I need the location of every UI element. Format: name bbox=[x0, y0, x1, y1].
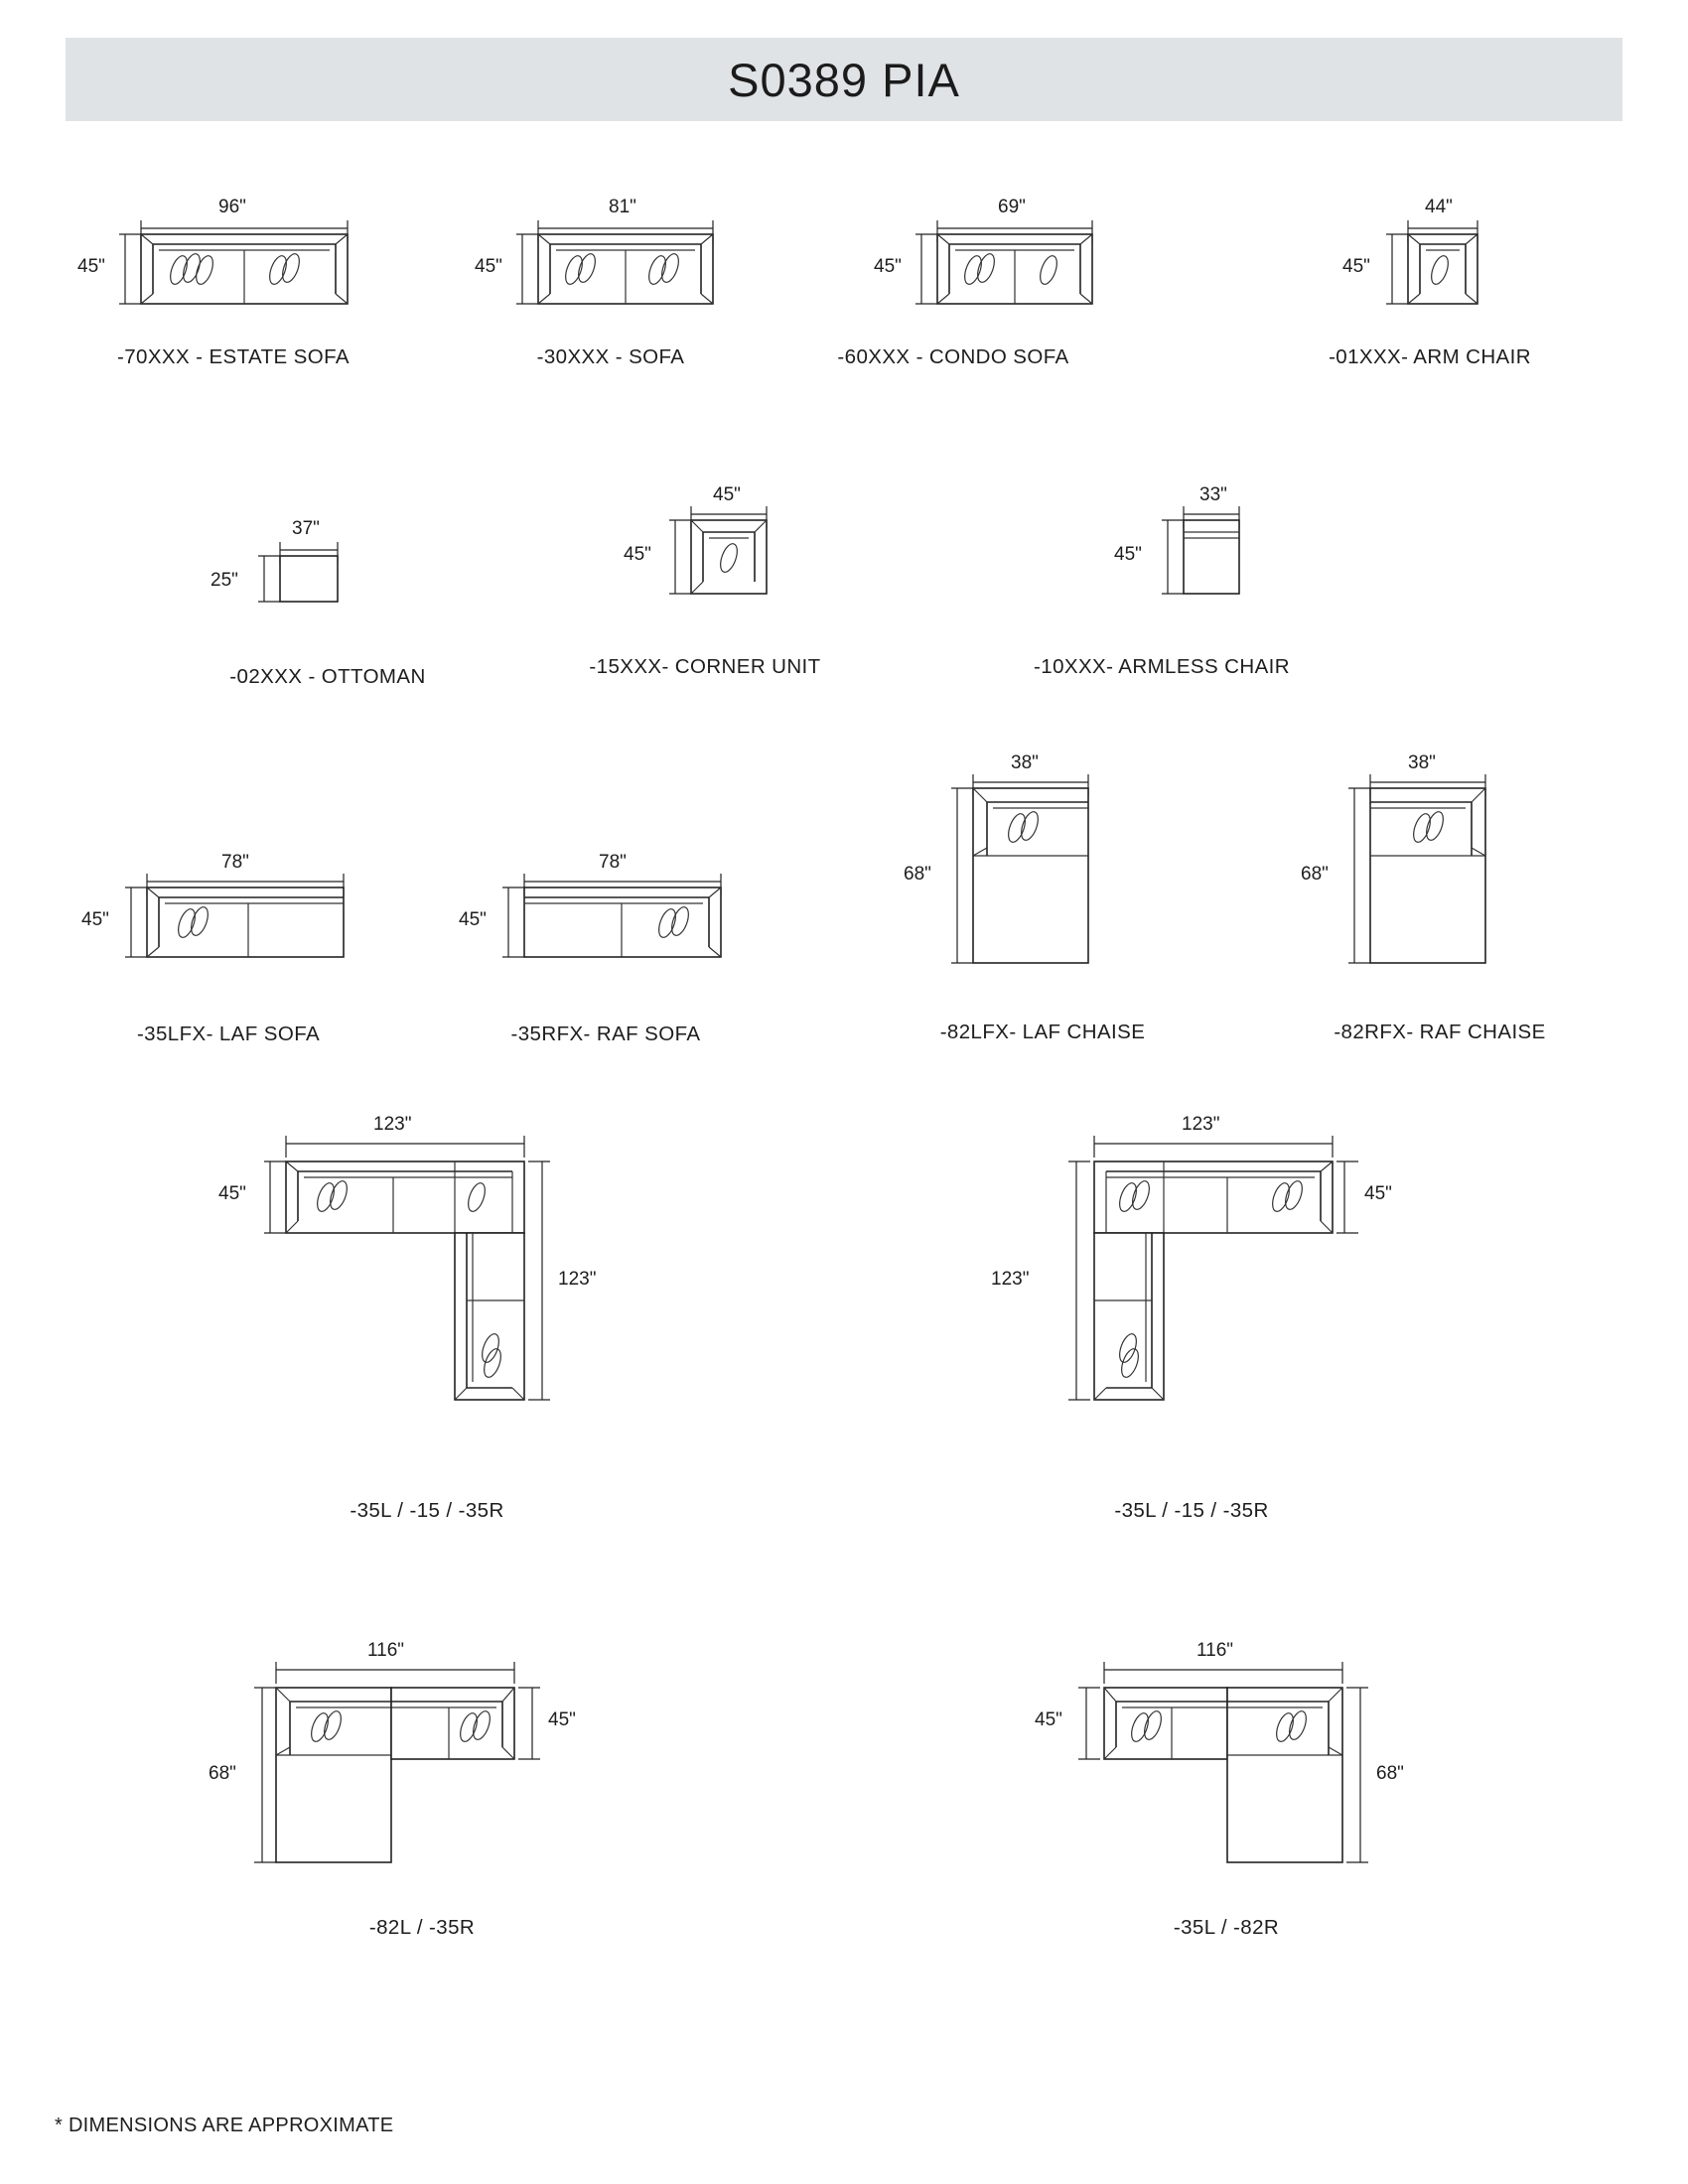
arm-chair-height-dim: 45" bbox=[1342, 256, 1370, 277]
estate-sofa-width-dim: 96" bbox=[218, 197, 246, 217]
item-ottoman bbox=[159, 496, 496, 705]
sectional-right-depth-dim: 123" bbox=[991, 1269, 1030, 1290]
raf-chaise-width-dim: 38" bbox=[1408, 752, 1436, 773]
corner-unit-width-dim: 45" bbox=[713, 484, 741, 505]
raf-sofa-caption: -35RFX- RAF SOFA bbox=[510, 1023, 701, 1045]
item-arm-chair bbox=[1281, 189, 1579, 387]
sectional-left-caption: -35L / -15 / -35R bbox=[350, 1499, 504, 1522]
laf-sofa-caption: -35LFX- LAF SOFA bbox=[136, 1023, 321, 1045]
armless-chair-drawing bbox=[993, 486, 1331, 655]
raf-chaise-caption: -82RFX- RAF CHAISE bbox=[1334, 1021, 1546, 1043]
arm-chair-caption: -01XXX- ARM CHAIR bbox=[1329, 345, 1531, 368]
item-laf-sofa bbox=[60, 854, 397, 1062]
armless-chair-height-dim: 45" bbox=[1114, 544, 1142, 565]
ottoman-drawing bbox=[159, 496, 496, 655]
item-laf-chaise bbox=[874, 752, 1211, 1062]
item-sofa bbox=[447, 189, 774, 387]
sofa-height-dim: 45" bbox=[475, 256, 502, 277]
sectional-left-drawing bbox=[179, 1122, 675, 1489]
armless-chair-width-dim: 33" bbox=[1199, 484, 1227, 505]
condo-sofa-caption: -60XXX - CONDO SOFA bbox=[837, 345, 1069, 368]
laf-chaise-drawing bbox=[874, 764, 1211, 1013]
raf-sofa-width-dim: 78" bbox=[599, 852, 627, 873]
estate-sofa-height-dim: 45" bbox=[77, 256, 105, 277]
chaise-sectional-right-height-dim: 45" bbox=[1035, 1709, 1062, 1730]
arm-chair-width-dim: 44" bbox=[1425, 197, 1453, 217]
sectional-left-width-dim: 123" bbox=[373, 1114, 412, 1135]
sofa-width-dim: 81" bbox=[609, 197, 636, 217]
condo-sofa-height-dim: 45" bbox=[874, 256, 902, 277]
chaise-sectional-left-depth-dim: 68" bbox=[209, 1763, 236, 1784]
chaise-sectional-left-caption: -82L / -35R bbox=[368, 1916, 476, 1939]
corner-unit-drawing bbox=[536, 486, 874, 655]
sectional-right-drawing bbox=[943, 1122, 1440, 1489]
condo-sofa-width-dim: 69" bbox=[998, 197, 1026, 217]
chaise-sectional-right-depth-dim: 68" bbox=[1376, 1763, 1404, 1784]
item-sectional-left bbox=[179, 1114, 675, 1539]
laf-chaise-width-dim: 38" bbox=[1011, 752, 1039, 773]
raf-sofa-height-dim: 45" bbox=[459, 909, 487, 930]
laf-sofa-height-dim: 45" bbox=[81, 909, 109, 930]
chaise-sectional-left-width-dim: 116" bbox=[367, 1640, 405, 1661]
item-sectional-right bbox=[943, 1114, 1440, 1539]
laf-sofa-width-dim: 78" bbox=[221, 852, 249, 873]
item-raf-sofa bbox=[437, 854, 774, 1062]
raf-chaise-height-dim: 68" bbox=[1301, 864, 1329, 885]
sectional-left-height-dim: 45" bbox=[218, 1183, 246, 1204]
laf-sofa-drawing bbox=[60, 854, 397, 1013]
corner-unit-height-dim: 45" bbox=[624, 544, 651, 565]
corner-unit-caption: -15XXX- CORNER UNIT bbox=[589, 655, 821, 678]
armless-chair-caption: -10XXX- ARMLESS CHAIR bbox=[1034, 655, 1290, 678]
sectional-left-depth-dim: 123" bbox=[558, 1269, 597, 1290]
condo-sofa-drawing bbox=[784, 189, 1122, 338]
item-armless-chair bbox=[993, 486, 1331, 705]
item-chaise-sectional-right bbox=[993, 1640, 1460, 1946]
laf-chaise-height-dim: 68" bbox=[904, 864, 931, 885]
raf-chaise-drawing bbox=[1271, 764, 1609, 1013]
sectional-right-width-dim: 123" bbox=[1182, 1114, 1220, 1135]
item-estate-sofa bbox=[60, 189, 407, 387]
item-chaise-sectional-left bbox=[189, 1640, 655, 1946]
laf-chaise-caption: -82LFX- LAF CHAISE bbox=[939, 1021, 1146, 1043]
item-raf-chaise bbox=[1271, 752, 1609, 1062]
footnote: * DIMENSIONS ARE APPROXIMATE bbox=[55, 2115, 394, 2136]
ottoman-width-dim: 37" bbox=[292, 518, 320, 539]
ottoman-caption: -02XXX - OTTOMAN bbox=[229, 665, 426, 688]
chaise-sectional-right-width-dim: 116" bbox=[1196, 1640, 1234, 1661]
sectional-right-height-dim: 45" bbox=[1364, 1183, 1392, 1204]
item-corner-unit bbox=[536, 486, 874, 705]
item-condo-sofa bbox=[784, 189, 1122, 387]
sofa-caption: -30XXX - SOFA bbox=[536, 345, 685, 368]
ottoman-height-dim: 25" bbox=[211, 570, 238, 591]
chaise-sectional-left-drawing bbox=[189, 1648, 655, 1906]
estate-sofa-caption: -70XXX - ESTATE SOFA bbox=[117, 345, 350, 368]
chaise-sectional-right-caption: -35L / -82R bbox=[1173, 1916, 1280, 1939]
chaise-sectional-left-height-dim: 45" bbox=[548, 1709, 576, 1730]
raf-sofa-drawing bbox=[437, 854, 774, 1013]
sectional-right-caption: -35L / -15 / -35R bbox=[1114, 1499, 1269, 1522]
page-title: S0389 PIA bbox=[728, 53, 960, 106]
title-bar bbox=[66, 38, 1622, 121]
